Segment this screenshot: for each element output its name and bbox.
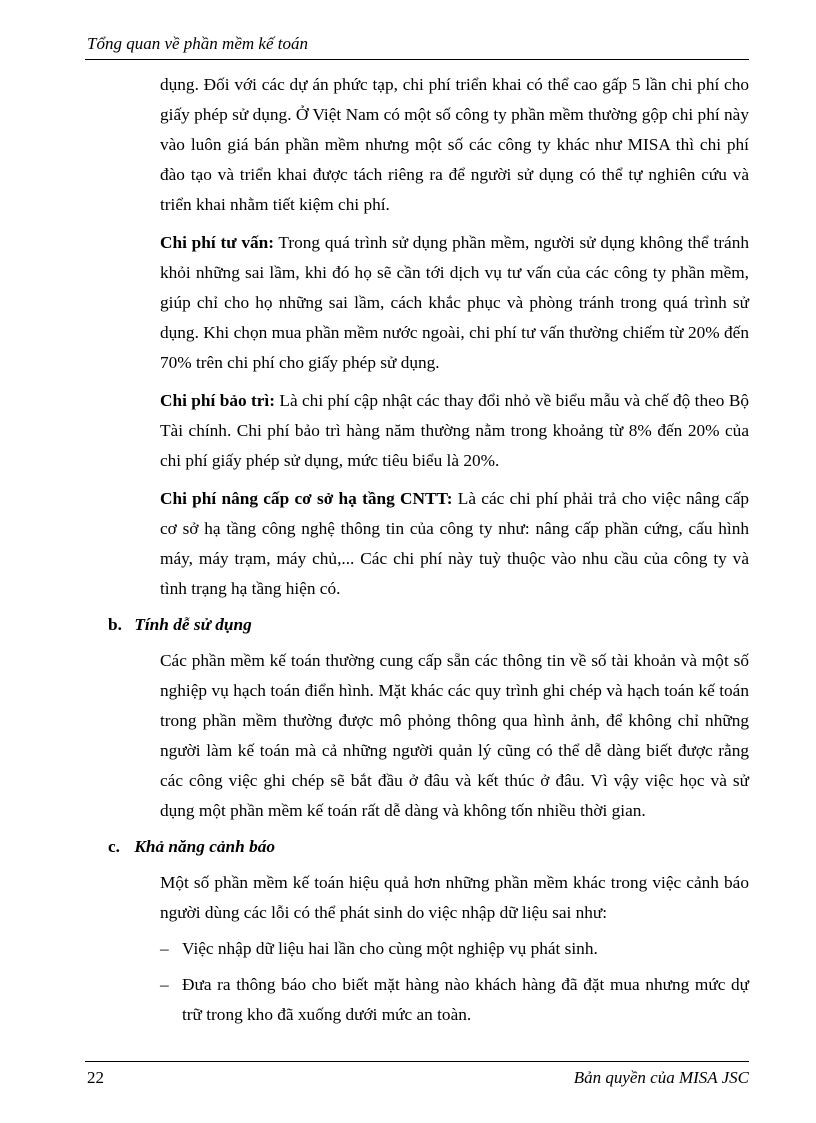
list-item — [160, 970, 749, 1030]
section-title-b: Tính dễ sử dụng — [134, 615, 252, 634]
list-item-text: Việc nhập dữ liệu hai lần cho cùng một nghiệp vụ phát sinh. — [182, 939, 598, 958]
footer-rule — [85, 1061, 749, 1062]
list-item — [160, 934, 749, 964]
dash-bullet: – — [160, 939, 169, 958]
maintenance-cost-text: Là chi phí cập nhật các thay đổi nhỏ về biểu mẫu và chế độ theo Bộ Tài chính. Chi phí bảo trì hàng năm thường nằm trong khoảng từ 8% đến 20% của chi phí giấy phép sử dụng, mức tiêu biểu là 20%. — [160, 391, 749, 470]
section-title-c: Khả năng cảnh báo — [134, 837, 276, 856]
section-heading-c — [108, 832, 749, 862]
term-infrastructure-cost: Chi phí nâng cấp cơ sở hạ tầng CNTT: — [160, 489, 453, 508]
paragraph-maintenance-cost — [160, 386, 749, 476]
header-rule — [85, 59, 749, 60]
consulting-cost-text: Trong quá trình sử dụng phần mềm, người sử dụng không thể tránh khỏi những sai lầm, khi đó họ sẽ cần tới dịch vụ tư vấn của các công ty phần mềm, giúp chỉ cho họ những sai lầm, cách khắc phục và phòng tránh trong quá trình sử dụng. Khi chọn mua phần mềm nước ngoài, chi phí tư vấn thường chiếm từ 20% đến 70% trên chi phí cho giấy phép sử dụng. — [160, 233, 749, 372]
page-number: 22 — [87, 1068, 104, 1087]
section-label-c: c. — [108, 837, 120, 856]
section-heading-b — [108, 610, 749, 640]
paragraph-deployment-cost: dụng. Đối với các dự án phức tạp, chi phí triển khai có thể cao gấp 5 lần chi phí cho giấy phép sử dụng. Ở Việt Nam có một số công ty phần mềm thường gộp chi phí này vào luôn giá bán phần mềm nhưng một số các công ty khác như MISA thì chi phí đào tạo và triển khai được tách riêng ra để người sử dụng có thể tự nghiên cứu và triển khai nhằm tiết kiệm chi phí. — [160, 75, 749, 214]
page-content — [108, 70, 750, 1036]
copyright-footer: Bản quyền của MISA JSC — [573, 1068, 749, 1087]
paragraph-ease-of-use: Các phần mềm kế toán thường cung cấp sẵn các thông tin về số tài khoản và một số nghiệp vụ hạch toán điển hình. Mặt khác các quy trình ghi chép và hạch toán kế toán trong phần mềm thường được mô phỏng thông qua hình ảnh, để không chỉ những người làm kế toán mà cả những người quản lý cũng có thể dễ dàng biết được rằng các công việc ghi chép sẽ bắt đầu ở đâu và kết thúc ở đâu. Vì vậy việc học và sử dụng một phần mềm kế toán rất dễ dàng và không tốn nhiều thời gian. — [160, 651, 749, 820]
paragraph-consulting-cost — [160, 228, 749, 378]
section-label-b: b. — [108, 615, 122, 634]
infrastructure-cost-text: Là các chi phí phải trả cho việc nâng cấp cơ sở hạ tầng công nghệ thông tin của công ty như: nâng cấp phần cứng, cấu hình máy, máy trạm, máy chủ,... Các chi phí này tuỳ thuộc vào nhu cầu của công ty và tình trạng hạ tầng hiện có. — [160, 489, 750, 598]
paragraph-warning: Một số phần mềm kế toán hiệu quả hơn những phần mềm khác trong việc cảnh báo người dùng các lỗi có thể phát sinh do việc nhập dữ liệu sai như: — [160, 873, 749, 922]
list-item-text: Đưa ra thông báo cho biết mặt hàng nào khách hàng đã đặt mua nhưng mức dự trữ trong kho đã xuống dưới mức an toàn. — [182, 975, 749, 1024]
paragraph-infrastructure-cost — [160, 484, 749, 604]
running-header: Tổng quan về phần mềm kế toán — [87, 34, 308, 53]
term-consulting-cost: Chi phí tư vấn: — [160, 233, 274, 252]
dash-bullet: – — [160, 975, 169, 994]
term-maintenance-cost: Chi phí bảo trì: — [160, 391, 275, 410]
